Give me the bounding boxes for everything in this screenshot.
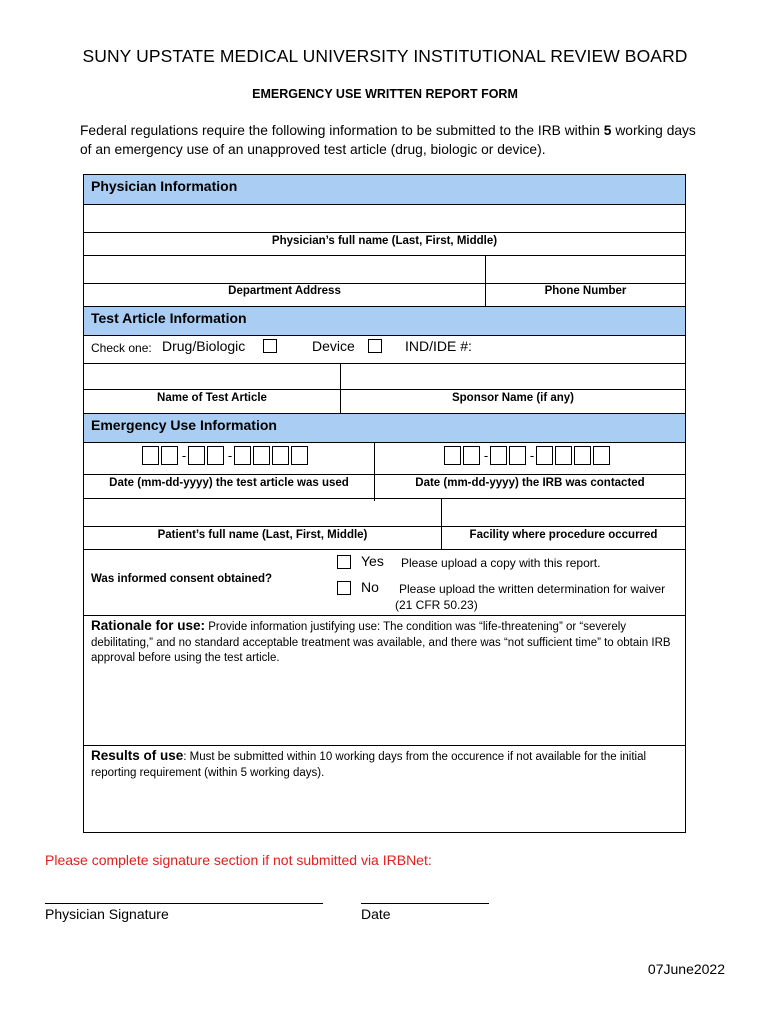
intro-days: 5 (603, 123, 612, 138)
device-label: Device (312, 338, 355, 354)
ind-ide-label: IND/IDE #: (405, 338, 472, 354)
signature-date-label: Date (361, 906, 391, 922)
test-article-name-field[interactable] (84, 364, 340, 389)
date-used-label: Date (mm-dd-yyyy) the test article was used (109, 477, 349, 489)
phone-number-label: Phone Number (544, 285, 627, 297)
drug-biologic-checkbox[interactable] (263, 339, 277, 353)
revision-date: 07June2022 (647, 961, 725, 977)
sponsor-name-field[interactable] (341, 364, 685, 389)
consent-no-note: Please upload the written determination for waiver (399, 582, 666, 596)
test-article-name-label: Name of Test Article (157, 392, 267, 404)
facility-field[interactable] (442, 499, 685, 526)
physician-signature-label: Physician Signature (45, 906, 169, 922)
date-used-input[interactable]: - - (142, 445, 310, 465)
results-block[interactable] (91, 748, 677, 781)
intro-text (80, 121, 700, 159)
physician-section-heading: Physician Information (84, 175, 685, 205)
department-address-field[interactable] (84, 256, 485, 283)
test-article-section-heading: Test Article Information (84, 306, 685, 336)
check-one-label: Check one: (91, 341, 152, 355)
rationale-heading: Rationale for use: (91, 618, 206, 633)
device-checkbox[interactable] (368, 339, 382, 353)
ind-ide-number-field[interactable] (484, 337, 685, 361)
date-irb-contacted-input[interactable]: - - (444, 445, 612, 465)
signature-date-line[interactable] (361, 903, 489, 904)
form-institution-title: SUNY UPSTATE MEDICAL UNIVERSITY INSTITUTIONAL REVIEW BOARD (82, 46, 688, 66)
phone-number-field[interactable] (486, 256, 685, 283)
facility-label: Facility where procedure occurred (469, 529, 658, 541)
signature-notice: Please complete signature section if not submitted via IRBNet: (45, 852, 432, 868)
intro-text-end: working days of an emergency use of an unapproved test article (drug, biologic or device). (80, 123, 696, 157)
patient-name-label: Patient’s full name (Last, First, Middle) (157, 529, 368, 541)
results-heading: Results of use (91, 748, 184, 763)
consent-no-checkbox[interactable] (337, 581, 351, 595)
consent-question: Was informed consent obtained? (91, 573, 273, 585)
physician-name-label: Physician’s full name (Last, First, Middle) (271, 235, 498, 247)
drug-biologic-label: Drug/Biologic (162, 338, 246, 354)
consent-no-citation: (21 CFR 50.23) (395, 598, 478, 612)
emergency-use-section-heading: Emergency Use Information (84, 413, 685, 443)
rationale-instructions: Provide information justifying use: The condition was “life-threatening” or “severely debilitating,” and no standard acceptable treatment was available, and there was “not sufficient time” to obtain IRB approval before using the test article. (91, 621, 671, 664)
physician-name-field[interactable] (84, 205, 685, 232)
intro-text-start: Federal regulations require the following information to be submitted to the IRB within (80, 123, 604, 138)
rationale-block[interactable] (91, 618, 677, 667)
consent-yes-note: Please upload a copy with this report. (401, 556, 601, 570)
consent-no-label: No (361, 579, 379, 595)
consent-yes-checkbox[interactable] (337, 555, 351, 569)
sponsor-name-label: Sponsor Name (if any) (451, 392, 575, 404)
consent-yes-label: Yes (361, 553, 384, 569)
patient-name-field[interactable] (84, 499, 441, 526)
department-address-label: Department Address (228, 285, 341, 297)
date-irb-contacted-label: Date (mm-dd-yyyy) the IRB was contacted (415, 477, 645, 489)
report-form-table (83, 174, 686, 833)
form-title: EMERGENCY USE WRITTEN REPORT FORM (252, 87, 518, 101)
physician-signature-line[interactable] (45, 903, 323, 904)
results-instructions: : Must be submitted within 10 working days from the occurence if not available for the initial reporting requirement (within 5 working days). (91, 751, 647, 779)
